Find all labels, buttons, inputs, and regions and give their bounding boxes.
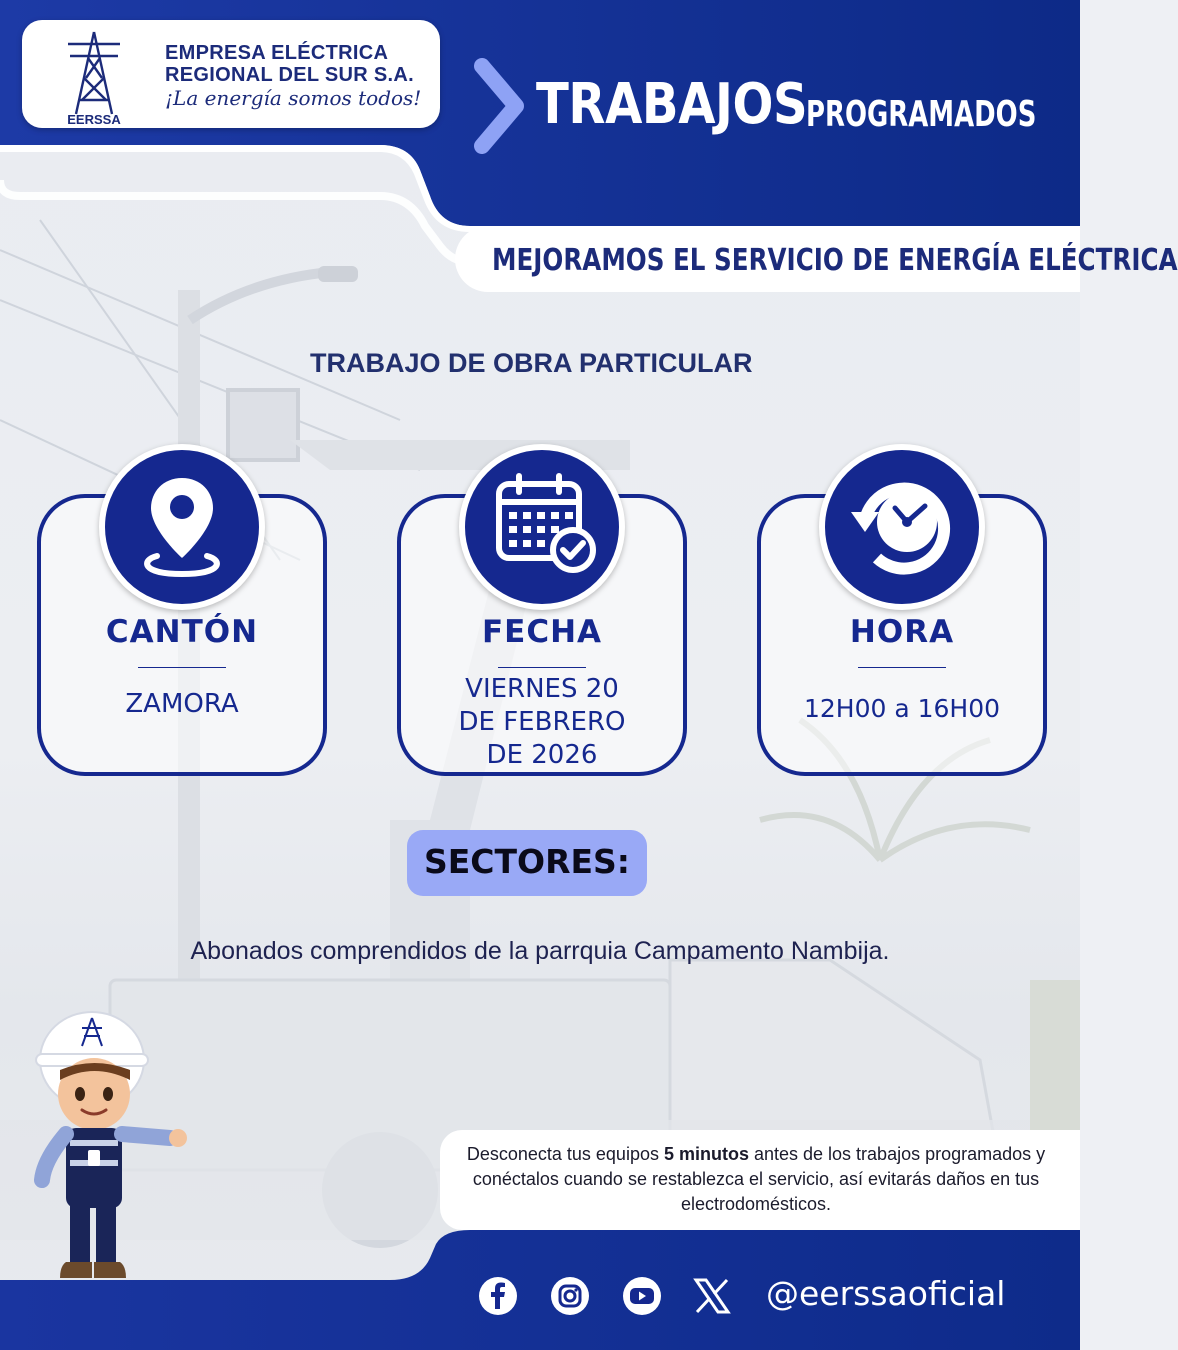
brand-name-line2: REGIONAL DEL SUR S.A.: [165, 64, 414, 86]
svg-text:EERSSA: EERSSA: [67, 112, 121, 127]
hora-label: HORA: [849, 614, 955, 650]
instagram-icon[interactable]: [550, 1276, 590, 1316]
fecha-line-1: VIERNES 20: [465, 674, 619, 704]
youtube-icon[interactable]: [622, 1276, 662, 1316]
page-title-sub: PROGRAMADOS: [806, 94, 1037, 135]
brand-name-line1: EMPRESA ELÉCTRICA: [165, 42, 389, 64]
subtitle-text: MEJORAMOS EL SERVICIO DE ENERGÍA ELÉCTRICA: [492, 243, 1178, 278]
mascot-illustration: [30, 1010, 210, 1290]
social-handle[interactable]: @eerssaoficial: [766, 1274, 1006, 1313]
fecha-line-3: DE 2026: [486, 740, 598, 770]
clock-history-icon: [819, 444, 985, 610]
hora-value: 12H00 a 16H00: [803, 694, 1001, 723]
sectores-description: Abonados comprendidos de la parrquia Campamento Nambija.: [190, 937, 890, 965]
x-icon[interactable]: [692, 1276, 732, 1316]
advice-text-part2: antes de los trabajos programados y conéctalos cuando se restablezca el servicio, así evitarás daños en tus electrodomésticos.: [472, 1144, 1046, 1214]
logo-card: [22, 20, 440, 128]
chevron-right-icon: [470, 58, 530, 154]
canton-divider: [138, 667, 226, 668]
advice-text-part1: Desconecta tus equipos: [466, 1144, 664, 1164]
work-type-heading: TRABAJO DE OBRA PARTICULAR: [310, 348, 753, 378]
hora-divider: [858, 667, 946, 668]
tower-logo-icon: [62, 28, 126, 128]
brand-slogan: ¡La energía somos todos!: [165, 86, 422, 110]
calendar-check-icon: [459, 444, 625, 610]
location-pin-icon: [99, 444, 265, 610]
advice-text-bold: 5 minutos: [663, 1144, 749, 1164]
advice-text: [466, 1142, 1046, 1217]
sectores-heading: SECTORES:: [423, 842, 630, 881]
fecha-divider: [498, 667, 586, 668]
page-title: TRABAJOS: [536, 72, 808, 137]
facebook-icon[interactable]: [478, 1276, 518, 1316]
fecha-value: [397, 673, 687, 772]
fecha-label: FECHA: [481, 614, 603, 650]
canton-label: CANTÓN: [105, 614, 259, 650]
fecha-line-2: DE FEBRERO: [458, 707, 626, 737]
canton-value: ZAMORA: [125, 689, 239, 719]
